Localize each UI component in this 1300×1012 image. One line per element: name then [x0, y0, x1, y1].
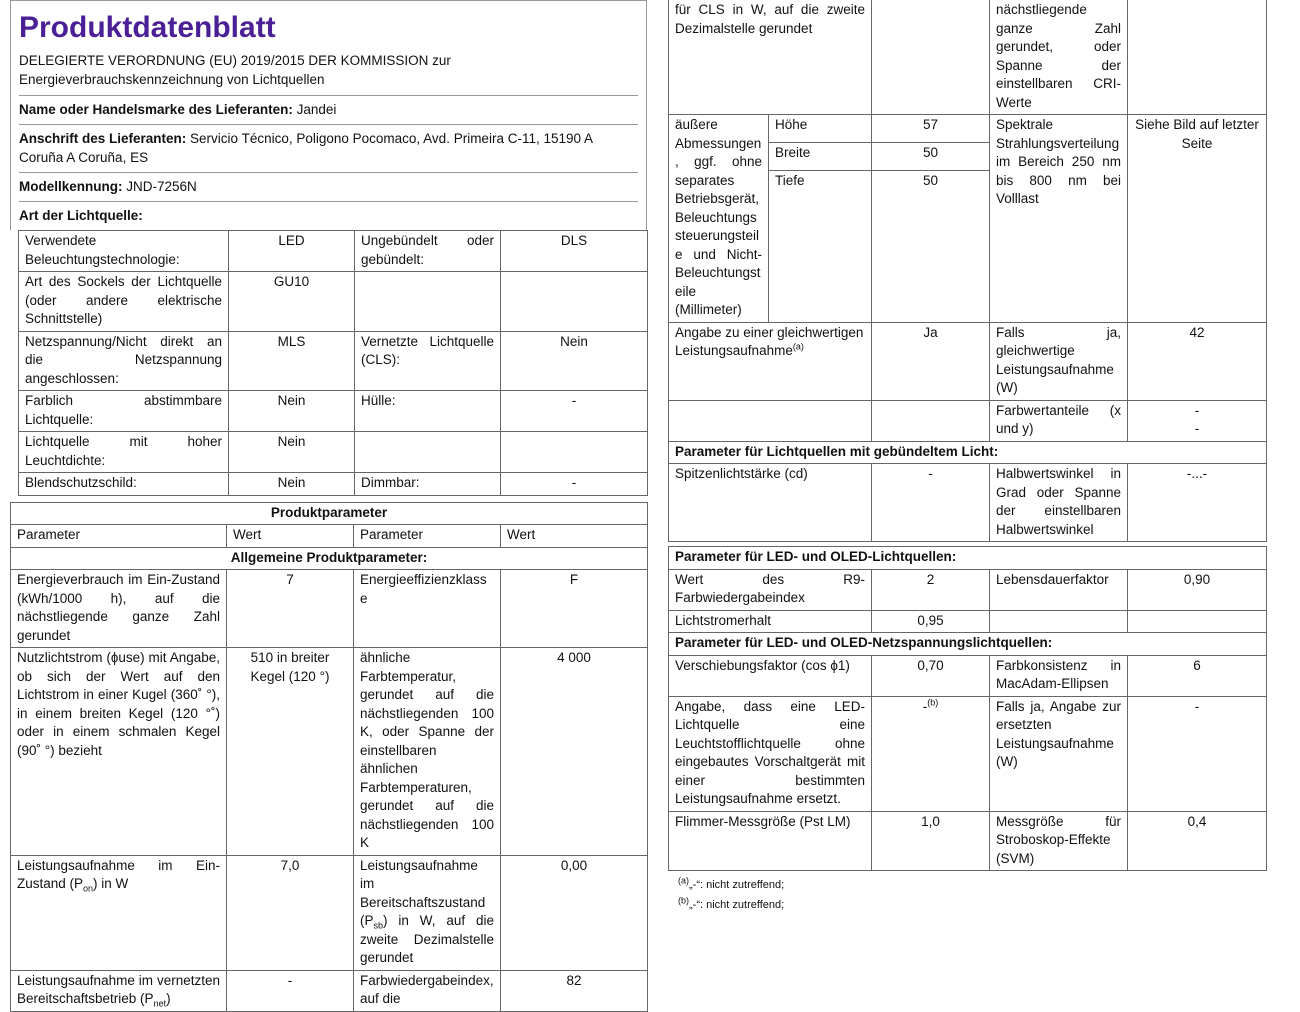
empty-cell — [872, 0, 990, 115]
table-row — [11, 855, 648, 970]
glare-label: Blendschutzschild: — [19, 473, 229, 496]
regulation-text: DELEGIERTE VERORDNUNG (EU) 2019/2015 DER KOMMISSION zur Energieverbrauchskennzeichnung von Lichtquellen — [19, 47, 638, 96]
lumen-maint-value: 0,95 — [872, 610, 990, 633]
dims-label: äußere Abmessungen, ggf. ohne separates Betriebsgerät, Beleuchtungssteuerungsteile und Nicht-Beleuchtungsteile (Millimeter) — [669, 115, 769, 323]
empty-cell — [355, 432, 501, 473]
equiv-sup: (a) — [792, 341, 804, 352]
energy-value: 7 — [227, 570, 354, 648]
table-row — [11, 525, 648, 548]
footnote-b-text: „-“: nicht zutreffend; — [689, 899, 785, 911]
equiv-value: Ja — [872, 322, 990, 400]
general-params-title: Allgemeine Produktparameter: — [11, 547, 648, 570]
tech-label: Verwendete Beleuchtungstechnologie: — [19, 231, 229, 272]
table-row — [669, 0, 1267, 115]
empty-cell — [1128, 0, 1267, 115]
psb-label — [354, 855, 501, 970]
light-type-heading: Art der Lichtquelle: — [19, 208, 143, 223]
table-row — [669, 569, 1267, 610]
replace-value: - — [922, 698, 928, 714]
light-type-table — [18, 230, 648, 496]
chroma-x: - — [1194, 402, 1200, 418]
equiv-power-label: Falls ja, gleichwertige Leistungsaufnahme (W) — [990, 322, 1128, 400]
peak-value: - — [872, 464, 990, 542]
empty-cell — [872, 400, 990, 441]
table-row — [19, 331, 648, 391]
flicker-value: 1,0 — [872, 811, 990, 871]
header-box — [10, 0, 647, 230]
chroma-values — [1128, 400, 1267, 441]
table-row — [11, 570, 648, 648]
empty-cell — [501, 432, 648, 473]
depth-label: Tiefe — [769, 170, 872, 322]
width-label: Breite — [769, 142, 872, 170]
replace-power-label: Falls ja, Angabe zur ersetzten Leistungsaufnahme (W) — [990, 696, 1128, 811]
survival-value: 0,90 — [1128, 569, 1267, 610]
pf-label: Verschiebungsfaktor (cos ϕ1) — [669, 655, 872, 696]
dimmable-value: - — [501, 473, 648, 496]
right-params-table — [668, 0, 1267, 542]
directional-title: Parameter für Lichtquellen mit gebündeltem Licht: — [669, 441, 1267, 464]
cct-value: 4 000 — [501, 648, 648, 856]
product-params-title: Produktparameter — [11, 502, 648, 525]
socket-label: Art des Sockels der Lichtquelle (oder andere elektrische Schnittstelle) — [19, 272, 229, 332]
socket-value: GU10 — [229, 272, 355, 332]
pon-value: 7,0 — [227, 855, 354, 970]
chroma-label: Farbwertanteile (x und y) — [990, 400, 1128, 441]
equiv-label — [669, 322, 872, 400]
empty-cell — [501, 272, 648, 332]
table-row — [669, 400, 1267, 441]
svm-label: Messgröße für Stroboskop-Effekte (SVM) — [990, 811, 1128, 871]
pnet-sub: net — [153, 998, 167, 1009]
beam-value: DLS — [501, 231, 648, 272]
pon-label-text-end: ) in W — [93, 876, 129, 891]
psb-value: 0,00 — [501, 855, 648, 970]
pnet-label-text: Leistungsaufnahme im vernetzten Bereitschaftsbetrieb (P — [17, 972, 220, 1006]
flux-value: 510 in breiter Kegel (120 °) — [227, 648, 354, 856]
cri-cont-label: nächstliegende ganze Zahl gerundet, oder Spanne der einstellbaren CRI-Werte — [990, 0, 1128, 115]
height-value: 57 — [872, 115, 990, 143]
macadam-value: 6 — [1128, 655, 1267, 696]
right-column — [668, 0, 1266, 915]
pon-sub: on — [83, 883, 94, 894]
energy-label: Energieverbrauch im Ein-Zustand (kWh/1000 h), auf die nächstliegende ganze Zahl gerundet — [11, 570, 227, 648]
pon-label-text: Leistungsaufnahme im Ein-Zustand (P — [17, 857, 220, 891]
replace-sup: (b) — [927, 697, 939, 707]
pnet-label — [11, 970, 227, 1011]
model-line — [19, 173, 638, 202]
dimmable-label: Dimmbar: — [355, 473, 501, 496]
high-lum-value: Nein — [229, 432, 355, 473]
footnote-a — [668, 875, 1266, 895]
footnote-b-mark: (b) — [678, 895, 689, 906]
address-line — [19, 125, 638, 173]
left-column — [10, 0, 647, 1012]
table-row — [669, 441, 1267, 464]
table-row — [11, 648, 648, 856]
table-row — [19, 432, 648, 473]
empty-cell — [1128, 610, 1267, 633]
led-params-table — [668, 546, 1267, 871]
footnote-a-mark: (a) — [678, 875, 689, 886]
pon-label — [11, 855, 227, 970]
pf-value: 0,70 — [872, 655, 990, 696]
footnotes — [668, 875, 1266, 915]
r9-value: 2 — [872, 569, 990, 610]
flicker-label: Flimmer-Messgröße (Pst LM) — [669, 811, 872, 871]
replace-value-cell — [872, 696, 990, 811]
beam-angle-label: Halbwertswinkel in Grad oder Spanne der einstellbaren Halbwertswinkel — [990, 464, 1128, 542]
table-row — [11, 970, 648, 1011]
glare-value: Nein — [229, 473, 355, 496]
height-label: Höhe — [769, 115, 872, 143]
width-value: 50 — [872, 142, 990, 170]
cri-value: 82 — [501, 970, 648, 1011]
table-row — [669, 811, 1267, 871]
eeclass-value: F — [501, 570, 648, 648]
table-row — [11, 502, 648, 525]
model-value: JND-7256N — [126, 179, 197, 194]
table-row — [669, 633, 1267, 656]
footnote-a-text: „-“: nicht zutreffend; — [689, 879, 785, 891]
cls-value: Nein — [501, 331, 648, 391]
col-header-param: Parameter — [354, 525, 501, 548]
table-row — [669, 322, 1267, 400]
col-header-value: Wert — [227, 525, 354, 548]
empty-cell — [990, 610, 1128, 633]
supplier-label: Name oder Handelsmarke des Lieferanten: — [19, 102, 293, 117]
empty-cell — [669, 400, 872, 441]
psb-label-text-end: ) in W, auf die zweite Dezimalstelle gerundet — [360, 913, 494, 965]
col-header-value: Wert — [501, 525, 648, 548]
table-row — [669, 115, 1267, 143]
product-params-table — [10, 502, 648, 1012]
lumen-maint-label: Lichtstromerhalt — [669, 610, 872, 633]
high-lum-label: Lichtquelle mit hoher Leuchtdichte: — [19, 432, 229, 473]
cls-label: Vernetzte Lichtquelle (CLS): — [355, 331, 501, 391]
table-row — [669, 696, 1267, 811]
envelope-value: - — [501, 391, 648, 432]
svm-value: 0,4 — [1128, 811, 1267, 871]
cct-label: ähnliche Farbtemperatur, gerundet auf die nächstliegenden 100 K, oder Spanne der einstellbaren ähnlichen Farbtemperaturen, gerundet auf die nächstliegenden 100 K — [354, 648, 501, 856]
tech-value: LED — [229, 231, 355, 272]
pnet-label-text-end: ) — [166, 991, 171, 1006]
depth-value: 50 — [872, 170, 990, 322]
spd-label: Spektrale Strahlungsverteilung im Bereich 250 nm bis 800 nm bei Volllast — [990, 115, 1128, 323]
chroma-y: - — [1194, 421, 1200, 436]
cri-label: Farbwiedergabeindex, auf die — [354, 970, 501, 1011]
eeclass-label: Energieeffizienzklasse — [354, 570, 501, 648]
table-row — [19, 231, 648, 272]
peak-label: Spitzenlichtstärke (cd) — [669, 464, 872, 542]
replace-power-value: - — [1128, 696, 1267, 811]
supplier-value: Jandei — [296, 102, 337, 117]
model-label: Modellkennung: — [19, 179, 123, 194]
survival-label: Lebensdauerfaktor — [990, 569, 1128, 610]
flux-label: Nutzlichtstrom (ɸuse) mit Angabe, ob sich der Wert auf den Lichtstrom in einer Kugel (360˚ °), in einem breiten Kegel (120 °˚) oder in einem schmalen Kegel (90˚ °) bezieht — [11, 648, 227, 856]
mains-label: Netzspannung/Nicht direkt an die Netzspannung angeschlossen: — [19, 331, 229, 391]
color-tune-value: Nein — [229, 391, 355, 432]
pnet-value: - — [227, 970, 354, 1011]
mains-value: MLS — [229, 331, 355, 391]
beam-angle-value: -...- — [1128, 464, 1267, 542]
table-row — [19, 272, 648, 332]
replace-label: Angabe, dass eine LED-Lichtquelle eine Leuchtstofflichtquelle ohne eingebautes Vorschaltgerät mit einer bestimmten Leistungsaufnahme ersetzt. — [669, 696, 872, 811]
col-header-param: Parameter — [11, 525, 227, 548]
psb-label-text: Leistungsaufnahme im Bereitschaftszustand (P — [360, 857, 486, 928]
pnet-cont-label: für CLS in W, auf die zweite Dezimalstelle gerundet — [669, 0, 872, 115]
table-row — [669, 547, 1267, 570]
led-mains-title: Parameter für LED- und OLED-Netzspannungslichtquellen: — [669, 633, 1267, 656]
macadam-label: Farbkonsistenz in MacAdam-Ellipsen — [990, 655, 1128, 696]
equiv-power-value: 42 — [1128, 322, 1267, 400]
envelope-label: Hülle: — [355, 391, 501, 432]
table-row — [19, 391, 648, 432]
footnote-b — [668, 895, 1266, 915]
color-tune-label: Farblich abstimmbare Lichtquelle: — [19, 391, 229, 432]
table-row — [669, 464, 1267, 542]
psb-sub: sb — [373, 920, 384, 931]
supplier-line — [19, 96, 638, 125]
page-title: Produktdatenblatt — [19, 11, 276, 44]
led-title: Parameter für LED- und OLED-Lichtquellen: — [669, 547, 1267, 570]
beam-label: Ungebündelt oder gebündelt: — [355, 231, 501, 272]
address-value: Servicio Técnico, Poligono Pocomaco, Avd. Primeira C-11, 15190 A Coruña A Coruña, ES — [19, 131, 593, 165]
table-row — [669, 610, 1267, 633]
table-row — [19, 473, 648, 496]
equiv-label-text: Angabe zu einer gleichwertigen Leistungsaufnahme — [675, 324, 864, 358]
table-row — [669, 655, 1267, 696]
table-row — [11, 547, 648, 570]
address-label: Anschrift des Lieferanten: — [19, 131, 187, 146]
empty-cell — [355, 272, 501, 332]
spd-value: Siehe Bild auf letzter Seite — [1128, 115, 1267, 323]
r9-label: Wert des R9-Farbwiedergabeindex — [669, 569, 872, 610]
